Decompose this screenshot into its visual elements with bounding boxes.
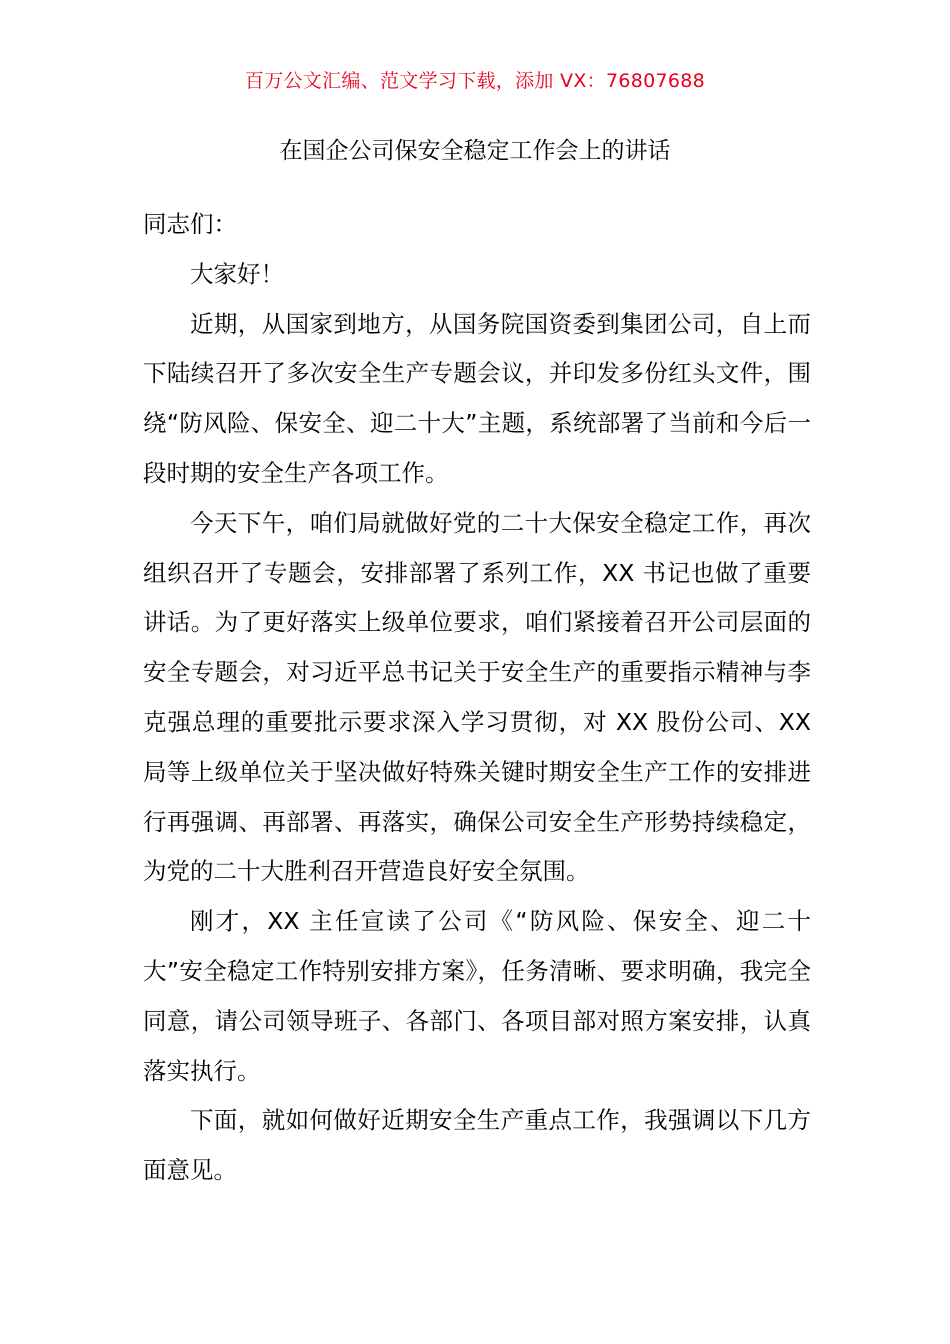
paragraph-1: 近期，从国家到地方，从国务院国资委到集团公司，自上而下陆续召开了多次安全生产专题会议，并印发多份红头文件，围绕“防风险、保安全、迎二十大”主题，系统部署了当前和今后一段时期的安全生产各项工作。 xyxy=(143,309,811,487)
greeting: 大家好！ xyxy=(190,259,284,288)
paragraph-4: 下面，就如何做好近期安全生产重点工作，我强调以下几方面意见。 xyxy=(143,1106,811,1185)
salutation: 同志们： xyxy=(143,210,237,238)
paragraph-3: 刚才，XX 主任宣读了公司《“防风险、保安全、迎二十大”安全稳定工作特别安排方案》，任务清晰、要求明确，我完全同意，请公司领导班子、各部门、各项目部对照方案安排，认真落实执行。 xyxy=(143,907,811,1085)
header-watermark-note: 百万公文汇编、范文学习下载，添加 VX：76807688 xyxy=(244,70,706,92)
paragraph-2: 今天下午，咱们局就做好党的二十大保安全稳定工作，再次组织召开了专题会，安排部署了系列工作，XX 书记也做了重要讲话。为了更好落实上级单位要求，咱们紧接着召开公司层面的安全专题会，对习近平总书记关于安全生产的重要指示精神与李克强总理的重要批示要求深入学习贯彻，对 XX 股份公司、XX 局等上级单位关于坚决做好特殊关键时期安全生产工作的安排进行再强调、再部署、再落实，确保公司安全生产形势持续稳定，为党的二十大胜利召开营造良好安全氛围。 xyxy=(143,508,811,886)
document-title: 在国企公司保安全稳定工作会上的讲话 xyxy=(279,138,671,164)
document-body xyxy=(143,200,811,1196)
